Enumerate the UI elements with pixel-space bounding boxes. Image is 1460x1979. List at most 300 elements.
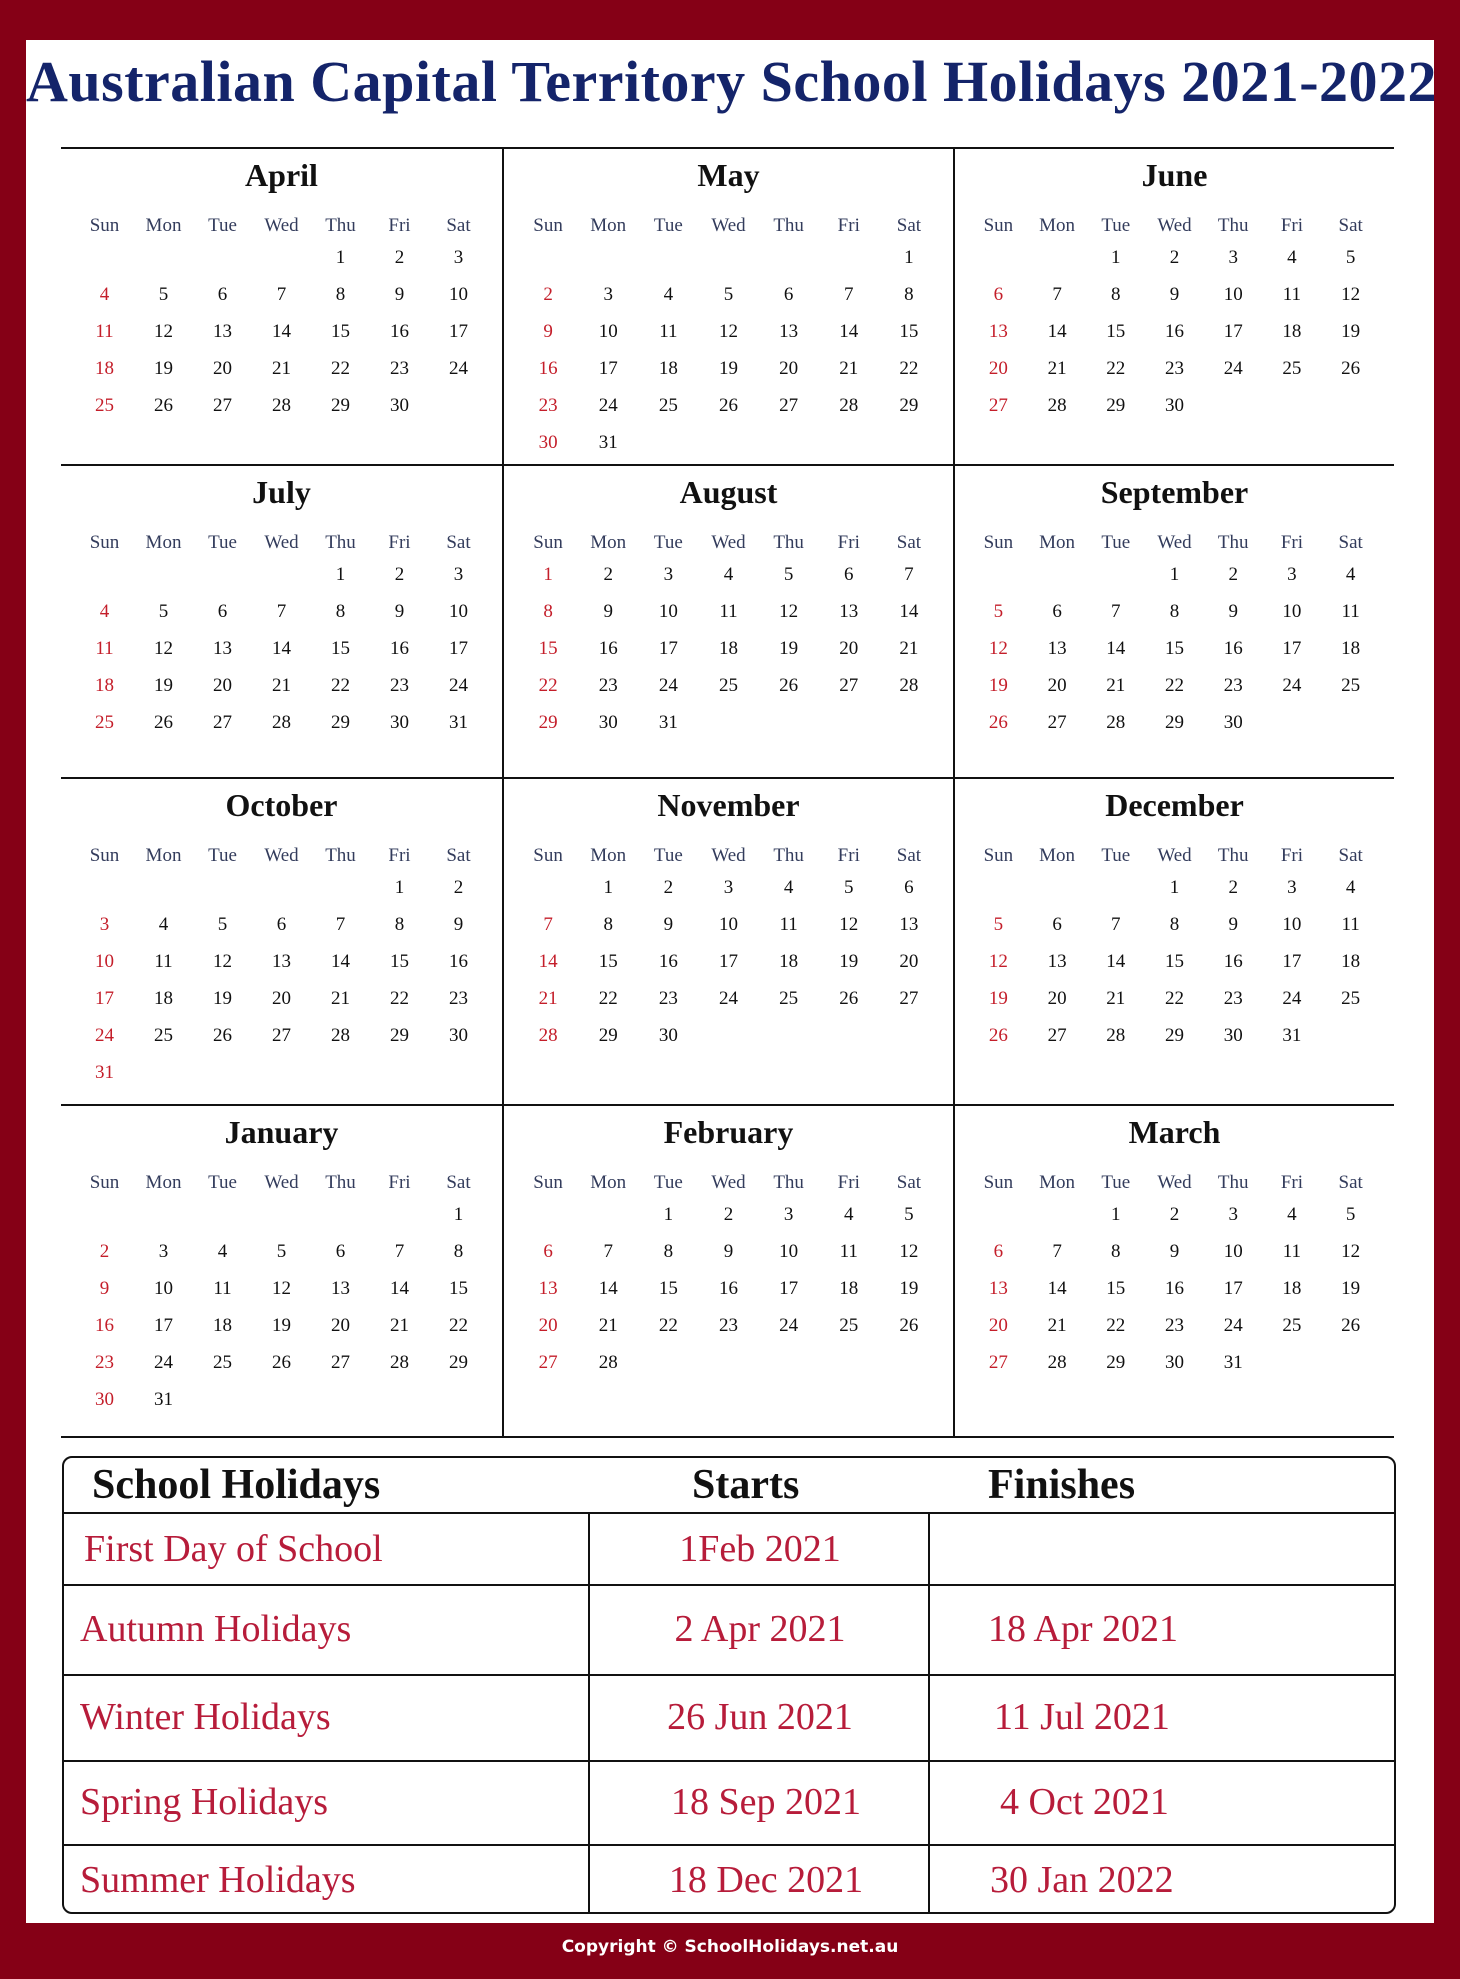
day-cell: 29 xyxy=(1106,395,1126,416)
day-cell: 24 xyxy=(718,988,738,1009)
day-cell: 14 xyxy=(839,321,859,342)
day-cell: 27 xyxy=(1047,1025,1067,1046)
weekday-label: Tue xyxy=(1101,845,1131,866)
day-cell: 6 xyxy=(993,1241,1004,1262)
day-cell: 30 xyxy=(390,712,409,733)
weekday-label: Mon xyxy=(590,532,627,553)
holiday-finish xyxy=(928,1514,1396,1584)
day-cell: 17 xyxy=(95,988,114,1009)
day-cell: 13 xyxy=(1047,638,1067,659)
day-cell: 9 xyxy=(99,1278,110,1299)
day-cell: 31 xyxy=(449,712,468,733)
day-cell: 15 xyxy=(1164,638,1184,659)
grid-divider xyxy=(61,1104,1394,1106)
day-cell: 20 xyxy=(272,988,291,1009)
empty-cell xyxy=(75,239,134,276)
copyright-footer: Copyright © SchoolHolidays.net.au xyxy=(561,1937,899,1957)
day-cell: 28 xyxy=(1106,712,1126,733)
day-cell: 11 xyxy=(1341,914,1360,935)
weekday-label: Tue xyxy=(208,1172,237,1193)
day-cell: 28 xyxy=(538,1025,558,1046)
day-cell: 18 xyxy=(718,638,738,659)
empty-cell xyxy=(1028,1196,1087,1233)
holiday-start: 2 Apr 2021 xyxy=(588,1584,930,1674)
day-cell: 19 xyxy=(1341,1278,1361,1299)
day-cell: 13 xyxy=(988,1278,1008,1299)
day-cell: 3 xyxy=(453,247,464,268)
page-title: Australian Capital Territory School Holidays 2021-2022 xyxy=(26,49,1438,114)
empty-cell xyxy=(134,239,193,276)
day-cell: 18 xyxy=(779,951,799,972)
day-cell: 22 xyxy=(899,358,919,379)
day-cell: 25 xyxy=(1341,675,1361,696)
day-cell: 1 xyxy=(1111,1204,1121,1225)
day-cell: 24 xyxy=(779,1315,799,1336)
day-cell: 19 xyxy=(1341,321,1361,342)
calendar-grid xyxy=(61,147,1394,1438)
day-cell: 13 xyxy=(213,638,232,659)
month-name: April xyxy=(245,157,318,193)
day-cell: 1 xyxy=(663,1204,674,1225)
weekday-label: Thu xyxy=(1217,532,1249,553)
day-cell: 28 xyxy=(899,675,919,696)
day-cell: 9 xyxy=(394,601,405,622)
day-cell: 30 xyxy=(1223,712,1243,733)
day-cell: 5 xyxy=(158,601,169,622)
page-frame xyxy=(26,40,1438,1923)
weekday-label: Mon xyxy=(1039,845,1076,866)
weekday-label: Sat xyxy=(446,532,471,553)
day-cell: 2 xyxy=(603,564,613,585)
day-cell: 28 xyxy=(272,395,291,416)
day-cell: 26 xyxy=(779,675,799,696)
day-cell: 19 xyxy=(154,675,173,696)
weekday-label: Thu xyxy=(325,532,356,553)
day-cell: 28 xyxy=(390,1352,409,1373)
day-cell: 14 xyxy=(1047,1278,1067,1299)
day-cell: 9 xyxy=(453,914,464,935)
day-cell: 10 xyxy=(1223,1241,1243,1262)
day-cell: 20 xyxy=(839,638,859,659)
day-cell: 23 xyxy=(1223,675,1243,696)
empty-cell xyxy=(969,869,1028,906)
empty-cell xyxy=(578,239,638,276)
month-name: May xyxy=(697,157,760,193)
day-cell: 1 xyxy=(453,1204,464,1225)
weekday-label: Wed xyxy=(264,215,299,236)
day-cell: 18 xyxy=(658,358,678,379)
day-cell: 12 xyxy=(779,601,799,622)
holiday-finish: 18 Apr 2021 xyxy=(928,1584,1396,1674)
day-cell: 24 xyxy=(658,675,678,696)
day-cell: 10 xyxy=(1282,914,1302,935)
empty-cell xyxy=(193,869,252,906)
day-cell: 6 xyxy=(904,877,914,898)
holiday-name: Autumn Holidays xyxy=(80,1608,352,1650)
holiday-name: First Day of School xyxy=(84,1528,383,1570)
holiday-start: 18 Dec 2021 xyxy=(588,1844,928,1914)
weekday-label: Tue xyxy=(1101,532,1131,553)
day-cell: 25 xyxy=(1282,1315,1302,1336)
day-cell: 13 xyxy=(899,914,919,935)
day-cell: 21 xyxy=(1047,1315,1067,1336)
day-cell: 11 xyxy=(95,321,114,342)
weekday-label: Fri xyxy=(837,215,860,236)
day-cell: 26 xyxy=(839,988,859,1009)
day-cell: 14 xyxy=(272,321,291,342)
day-cell: 29 xyxy=(390,1025,409,1046)
day-cell: 6 xyxy=(543,1241,553,1262)
day-cell: 6 xyxy=(993,284,1004,305)
weekday-label: Tue xyxy=(1101,1172,1131,1193)
day-grid xyxy=(969,869,1380,1054)
day-cell: 26 xyxy=(1341,358,1361,379)
weekday-header xyxy=(518,532,939,556)
day-cell: 12 xyxy=(154,321,173,342)
weekday-label: Tue xyxy=(208,845,237,866)
day-cell: 5 xyxy=(783,564,794,585)
weekday-header xyxy=(75,845,488,869)
day-cell: 18 xyxy=(213,1315,232,1336)
day-grid xyxy=(75,239,488,424)
day-cell: 26 xyxy=(899,1315,919,1336)
empty-cell xyxy=(759,239,819,276)
day-grid xyxy=(969,556,1380,741)
weekday-label: Tue xyxy=(653,845,683,866)
day-cell: 26 xyxy=(154,712,173,733)
day-cell: 27 xyxy=(1047,712,1067,733)
empty-cell xyxy=(819,239,879,276)
day-cell: 29 xyxy=(331,712,350,733)
day-cell: 5 xyxy=(1345,1204,1356,1225)
holiday-name: Summer Holidays xyxy=(80,1859,356,1901)
day-cell: 8 xyxy=(335,284,346,305)
month-name: August xyxy=(679,474,778,510)
weekday-header xyxy=(518,1172,939,1196)
holiday-start: 26 Jun 2021 xyxy=(588,1674,930,1760)
weekday-label: Sun xyxy=(533,532,563,553)
month-name: June xyxy=(1141,157,1208,193)
empty-cell xyxy=(252,1196,311,1233)
day-cell: 8 xyxy=(1169,914,1180,935)
holiday-row xyxy=(64,1584,1394,1676)
day-cell: 24 xyxy=(449,358,468,379)
day-cell: 12 xyxy=(718,321,738,342)
day-grid xyxy=(969,239,1380,424)
day-cell: 10 xyxy=(658,601,678,622)
day-cell: 22 xyxy=(331,358,350,379)
day-grid xyxy=(969,1196,1380,1381)
day-cell: 15 xyxy=(331,638,350,659)
day-cell: 5 xyxy=(993,601,1004,622)
day-cell: 30 xyxy=(390,395,409,416)
weekday-label: Fri xyxy=(388,532,411,553)
day-cell: 12 xyxy=(154,638,173,659)
day-cell: 15 xyxy=(1164,951,1184,972)
day-cell: 3 xyxy=(603,284,613,305)
day-cell: 29 xyxy=(598,1025,618,1046)
day-cell: 28 xyxy=(272,712,291,733)
day-cell: 4 xyxy=(217,1241,228,1262)
empty-cell xyxy=(518,239,578,276)
day-cell: 25 xyxy=(779,988,799,1009)
day-cell: 3 xyxy=(663,564,674,585)
day-cell: 24 xyxy=(598,395,618,416)
day-cell: 7 xyxy=(394,1241,405,1262)
weekday-label: Mon xyxy=(590,845,627,866)
day-cell: 21 xyxy=(331,988,350,1009)
empty-cell xyxy=(252,869,311,906)
weekday-label: Thu xyxy=(773,532,804,553)
day-cell: 11 xyxy=(719,601,738,622)
day-cell: 9 xyxy=(663,914,674,935)
weekday-label: Sun xyxy=(89,1172,120,1193)
empty-cell xyxy=(311,869,370,906)
weekday-header xyxy=(969,215,1380,239)
day-cell: 17 xyxy=(1223,321,1243,342)
day-cell: 15 xyxy=(390,951,409,972)
day-cell: 21 xyxy=(390,1315,409,1336)
day-cell: 6 xyxy=(1052,914,1062,935)
day-cell: 4 xyxy=(1345,564,1356,585)
day-cell: 15 xyxy=(449,1278,468,1299)
day-cell: 27 xyxy=(899,988,919,1009)
day-cell: 22 xyxy=(449,1315,468,1336)
day-cell: 19 xyxy=(988,988,1008,1009)
day-grid xyxy=(75,556,488,741)
weekday-label: Wed xyxy=(1157,532,1192,553)
day-cell: 11 xyxy=(659,321,678,342)
day-cell: 11 xyxy=(154,951,173,972)
day-cell: 27 xyxy=(213,395,232,416)
holiday-name: Spring Holidays xyxy=(80,1781,329,1823)
day-cell: 31 xyxy=(154,1389,173,1410)
day-cell: 26 xyxy=(718,395,738,416)
day-cell: 3 xyxy=(1228,1204,1238,1225)
weekday-label: Thu xyxy=(1217,845,1249,866)
day-cell: 22 xyxy=(390,988,409,1009)
day-cell: 7 xyxy=(844,284,854,305)
weekday-label: Fri xyxy=(1280,215,1304,236)
weekday-label: Sun xyxy=(533,1172,563,1193)
weekday-label: Sat xyxy=(1338,1172,1363,1193)
weekday-label: Sun xyxy=(89,215,120,236)
day-cell: 16 xyxy=(1223,951,1243,972)
day-cell: 5 xyxy=(217,914,228,935)
weekday-label: Sat xyxy=(1338,845,1363,866)
day-cell: 30 xyxy=(658,1025,678,1046)
empty-cell xyxy=(1086,556,1145,593)
day-cell: 16 xyxy=(538,358,558,379)
day-cell: 31 xyxy=(658,712,678,733)
weekday-header xyxy=(518,215,939,239)
empty-cell xyxy=(193,556,252,593)
empty-cell xyxy=(1028,239,1087,276)
day-cell: 26 xyxy=(272,1352,291,1373)
weekday-label: Tue xyxy=(208,532,237,553)
day-cell: 1 xyxy=(543,564,553,585)
day-cell: 2 xyxy=(663,877,674,898)
day-cell: 9 xyxy=(1169,1241,1180,1262)
day-cell: 16 xyxy=(1164,321,1184,342)
weekday-label: Sun xyxy=(983,532,1014,553)
day-cell: 30 xyxy=(1223,1025,1243,1046)
day-cell: 20 xyxy=(1047,675,1067,696)
day-cell: 4 xyxy=(1287,247,1297,268)
day-cell: 5 xyxy=(1345,247,1356,268)
day-cell: 6 xyxy=(844,564,854,585)
month-name: January xyxy=(224,1114,339,1150)
empty-cell xyxy=(134,1196,193,1233)
day-cell: 2 xyxy=(543,284,553,305)
day-cell: 16 xyxy=(1223,638,1243,659)
day-cell: 26 xyxy=(1341,1315,1361,1336)
weekday-label: Thu xyxy=(1217,1172,1249,1193)
day-cell: 13 xyxy=(213,321,232,342)
empty-cell xyxy=(193,1196,252,1233)
holiday-row xyxy=(64,1514,1394,1586)
day-cell: 17 xyxy=(1282,638,1302,659)
day-cell: 6 xyxy=(335,1241,346,1262)
day-cell: 25 xyxy=(213,1352,232,1373)
weekday-label: Tue xyxy=(1101,215,1131,236)
day-cell: 8 xyxy=(453,1241,464,1262)
weekday-label: Sat xyxy=(446,1172,471,1193)
empty-cell xyxy=(578,1196,638,1233)
day-cell: 7 xyxy=(603,1241,613,1262)
day-cell: 26 xyxy=(213,1025,232,1046)
day-cell: 4 xyxy=(783,877,794,898)
weekday-label: Wed xyxy=(711,1172,746,1193)
weekday-label: Sun xyxy=(983,215,1014,236)
day-grid xyxy=(518,556,939,741)
day-cell: 3 xyxy=(1287,877,1297,898)
month-name: July xyxy=(252,474,311,510)
weekday-label: Fri xyxy=(1280,532,1304,553)
day-cell: 8 xyxy=(663,1241,674,1262)
day-cell: 20 xyxy=(538,1315,558,1336)
holiday-finish: 11 Jul 2021 xyxy=(928,1674,1396,1760)
day-cell: 24 xyxy=(1223,358,1243,379)
grid-divider xyxy=(61,777,1394,779)
day-cell: 29 xyxy=(1164,1025,1184,1046)
day-cell: 9 xyxy=(543,321,553,342)
day-cell: 11 xyxy=(1282,1241,1302,1262)
weekday-label: Wed xyxy=(1157,215,1192,236)
day-cell: 19 xyxy=(839,951,859,972)
day-cell: 11 xyxy=(213,1278,232,1299)
empty-cell xyxy=(518,869,578,906)
weekday-label: Sat xyxy=(1338,215,1363,236)
day-cell: 25 xyxy=(95,712,114,733)
day-cell: 13 xyxy=(839,601,859,622)
day-cell: 30 xyxy=(1164,395,1184,416)
day-cell: 14 xyxy=(899,601,919,622)
empty-cell xyxy=(134,869,193,906)
day-cell: 28 xyxy=(1106,1025,1126,1046)
holiday-table-header xyxy=(64,1458,1394,1514)
day-cell: 6 xyxy=(217,601,228,622)
day-cell: 1 xyxy=(603,877,613,898)
day-cell: 3 xyxy=(1287,564,1297,585)
day-cell: 15 xyxy=(538,638,558,659)
day-grid xyxy=(518,869,939,1054)
weekday-label: Sat xyxy=(896,1172,922,1193)
weekday-label: Wed xyxy=(264,1172,299,1193)
day-cell: 28 xyxy=(1047,395,1067,416)
day-cell: 29 xyxy=(331,395,350,416)
day-cell: 17 xyxy=(658,638,678,659)
day-cell: 8 xyxy=(543,601,553,622)
day-cell: 11 xyxy=(779,914,798,935)
day-cell: 15 xyxy=(331,321,350,342)
month-name: March xyxy=(1128,1114,1221,1150)
day-cell: 12 xyxy=(988,951,1008,972)
day-cell: 1 xyxy=(904,247,914,268)
day-cell: 20 xyxy=(988,358,1008,379)
day-cell: 8 xyxy=(904,284,914,305)
day-cell: 24 xyxy=(1223,1315,1243,1336)
day-cell: 2 xyxy=(453,877,464,898)
day-grid xyxy=(518,1196,939,1381)
day-cell: 9 xyxy=(1228,601,1238,622)
day-cell: 14 xyxy=(1106,638,1126,659)
day-cell: 23 xyxy=(538,395,558,416)
day-cell: 7 xyxy=(276,284,287,305)
day-cell: 19 xyxy=(899,1278,919,1299)
day-cell: 7 xyxy=(543,914,553,935)
day-cell: 16 xyxy=(390,321,409,342)
day-cell: 14 xyxy=(331,951,350,972)
day-cell: 16 xyxy=(658,951,678,972)
day-cell: 15 xyxy=(598,951,618,972)
day-cell: 12 xyxy=(1341,284,1361,305)
day-cell: 20 xyxy=(331,1315,350,1336)
holiday-row xyxy=(64,1844,1394,1914)
day-cell: 23 xyxy=(718,1315,738,1336)
day-cell: 7 xyxy=(276,601,287,622)
weekday-label: Mon xyxy=(145,532,182,553)
day-cell: 7 xyxy=(1052,284,1062,305)
day-cell: 3 xyxy=(723,877,734,898)
day-cell: 27 xyxy=(988,1352,1008,1373)
day-cell: 12 xyxy=(988,638,1008,659)
day-cell: 18 xyxy=(1282,321,1302,342)
empty-cell xyxy=(134,556,193,593)
day-cell: 17 xyxy=(779,1278,799,1299)
weekday-header xyxy=(75,532,488,556)
weekday-label: Fri xyxy=(837,1172,860,1193)
day-grid xyxy=(75,869,488,1091)
weekday-label: Mon xyxy=(590,215,627,236)
weekday-label: Tue xyxy=(653,1172,683,1193)
day-cell: 9 xyxy=(394,284,405,305)
header-finishes: Finishes xyxy=(988,1462,1136,1508)
empty-cell xyxy=(518,1196,578,1233)
day-cell: 7 xyxy=(1111,914,1121,935)
day-cell: 18 xyxy=(1282,1278,1302,1299)
empty-cell xyxy=(252,239,311,276)
weekday-label: Mon xyxy=(1039,215,1076,236)
day-cell: 5 xyxy=(276,1241,287,1262)
day-cell: 2 xyxy=(1169,247,1180,268)
day-cell: 19 xyxy=(718,358,738,379)
day-cell: 12 xyxy=(213,951,232,972)
day-cell: 17 xyxy=(449,638,468,659)
empty-cell xyxy=(252,556,311,593)
day-cell: 2 xyxy=(394,247,405,268)
weekday-label: Mon xyxy=(145,1172,182,1193)
